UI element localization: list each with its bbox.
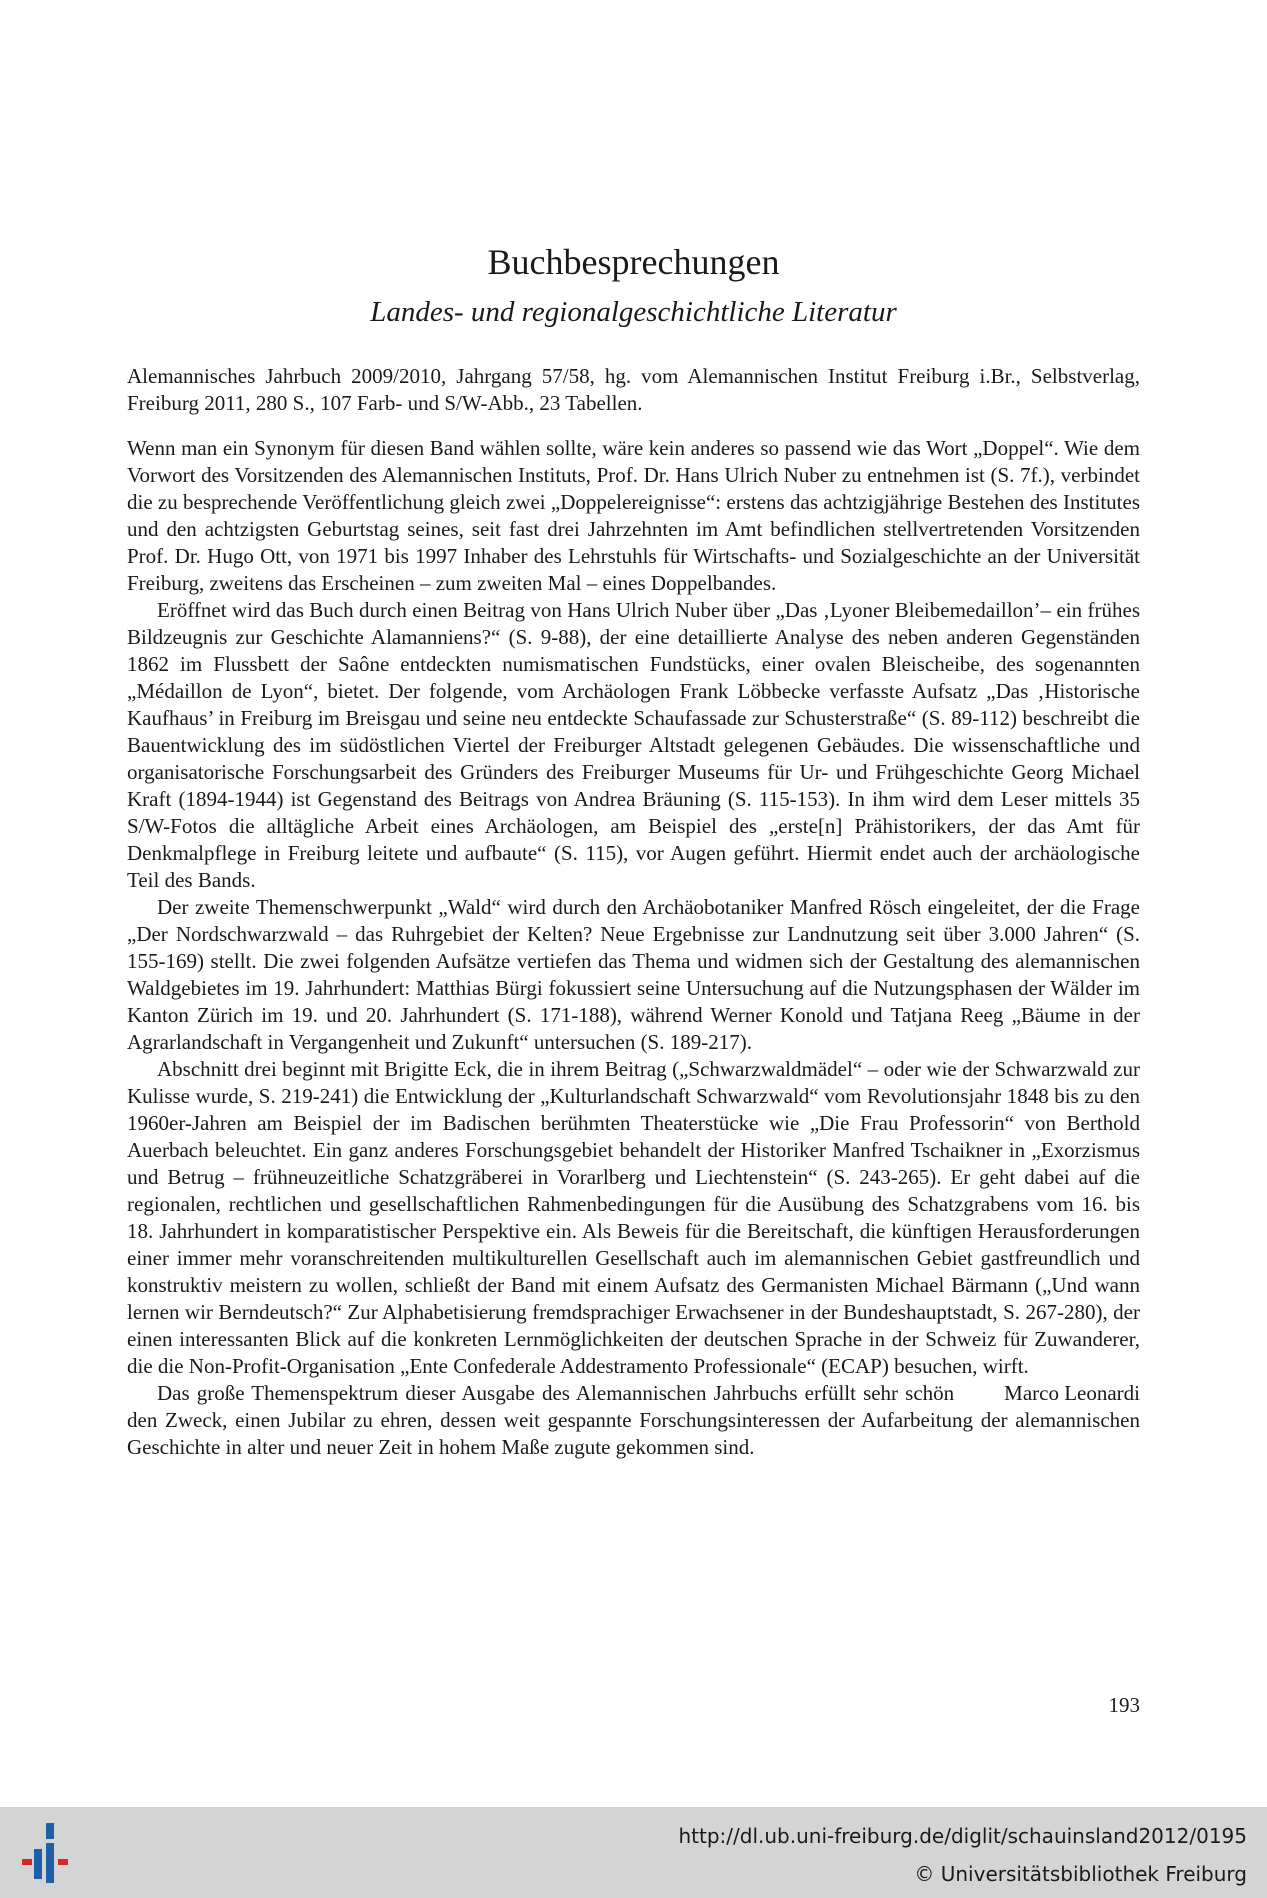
permalink-url[interactable]: http://dl.ub.uni-freiburg.de/diglit/schauinsland2012/0195 — [678, 1824, 1247, 1848]
copyright-notice: © Universitätsbibliothek Freiburg — [914, 1862, 1247, 1886]
review-body — [127, 363, 1140, 1461]
paragraph-5 — [127, 1380, 1140, 1461]
book-citation: Alemannisches Jahrbuch 2009/2010, Jahrgang 57/58, hg. vom Alemannischen Institut Freiburg i.Br., Selbstverlag, Freiburg 2011, 280 S., 107 Farb- und S/W-Abb., 23 Tabellen. — [127, 364, 1140, 415]
library-footer — [0, 1807, 1267, 1898]
author-signature: Marco Leonardi — [1004, 1381, 1140, 1405]
page-number: 193 — [1108, 1693, 1140, 1717]
paragraph-5-text: Das große Themenspektrum dieser Ausgabe des Alemannischen Jahrbuchs erfüllt sehr schön den Zweck, einen Jubilar zu ehren, dessen weit gespannte Forschungsinteressen der Aufarbeitung der alemannischen Geschichte in alter und neuer Zeit in hohem Maße zugute gekommen sind. — [127, 1381, 1140, 1459]
paragraph-2: Eröffnet wird das Buch durch einen Beitrag von Hans Ulrich Nuber über „Das ‚Lyoner Bleibemedaillon’– ein frühes Bildzeugnis zur Geschichte Alamanniens?“ (S. 9-88), der eine detaillierte Analyse des neben anderen Gegenständen 1862 im Flussbett der Saône entdeckten numismatischen Fundstücks, einer ovalen Bleischeibe, des sogenannten „Médaillon de Lyon“, bietet. Der folgende, vom Archäologen Frank Löbbecke verfasste Aufsatz „Das ‚Historische Kaufhaus’ in Freiburg im Breisgau und seine neu entdeckte Schaufassade zur Schusterstraße“ (S. 89-112) beschreibt die Bauentwicklung des im südöstlichen Viertel der Freiburger Altstadt gelegenen Gebäudes. Die wissenschaftliche und organisatorische Forschungsarbeit des Gründers des Freiburger Museums für Ur- und Frühgeschichte Georg Michael Kraft (1894-1944) ist Gegenstand des Beitrags von Andrea Bräuning (S. 115-153). In ihm wird dem Leser mittels 35 S/W-Fotos die alltägliche Arbeit eines Archäologen, am Beispiel des „erste[n] Prähistorikers, der das Amt für Denkmalpflege in Freiburg leitete und aufbaute“ (S. 115), vor Augen geführt. Hiermit endet auch der archäologische Teil des Bands. — [127, 598, 1140, 892]
page-subtitle: Landes- und regionalgeschichtliche Literatur — [370, 296, 897, 328]
paragraph-3: Der zweite Themenschwerpunkt „Wald“ wird durch den Archäobotaniker Manfred Rösch eingeleitet, der die Frage „Der Nordschwarzwald – das Ruhrgebiet der Kelten? Neue Ergebnisse zur Landnutzung seit über 3.000 Jahren“ (S. 155-169) stellt. Die zwei folgenden Aufsätze vertiefen das Thema und widmen sich der Gestaltung des alemannischen Waldgebietes im 19. Jahrhundert: Matthias Bürgi fokussiert seine Untersuchung auf die Nutzungsphasen der Wälder im Kanton Zürich im 19. und 20. Jahrhundert (S. 171-188), während Werner Konold und Tatjana Reeg „Bäume in der Agrarlandschaft in Vergangenheit und Zukunft“ untersuchen (S. 189-217). — [127, 895, 1140, 1054]
library-logo-icon — [20, 1819, 80, 1887]
paragraph-4: Abschnitt drei beginnt mit Brigitte Eck, die in ihrem Beitrag („Schwarzwaldmädel“ – oder wie der Schwarzwald zur Kulisse wurde, S. 219-241) die Entwicklung der „Kulturlandschaft Schwarzwald“ vom Revolutionsjahr 1848 bis zu den 1960er-Jahren am Beispiel der im Badischen berühmten Theaterstücke wie „Die Frau Professorin“ von Berthold Auerbach beleuchtet. Ein ganz anderes Forschungsgebiet behandelt der Historiker Manfred Tschaikner in „Exorzismus und Betrug – frühneuzeitliche Schatzgräberei in Vorarlberg und Liechtenstein“ (S. 243-265). Er geht dabei auf die regionalen, rechtlichen und gesellschaftlichen Rahmenbedingungen für die Ausübung des Schatzgrabens vom 16. bis 18. Jahrhundert in komparatistischer Perspektive ein. Als Beweis für die Bereitschaft, die künftigen Herausforderungen einer immer mehr voranschreitenden multikulturellen Gesellschaft auch im alemannischen Gebiet gastfreundlich und konstruktiv meistern zu wollen, schließt der Band mit einem Aufsatz des Germanisten Michael Bärmann („Und wann lernen wir Berndeutsch?“ Zur Alphabetisierung fremdsprachiger Erwachsener in der Bundeshauptstadt, S. 267-280), der einen interessanten Blick auf die konkreten Lernmöglichkeiten der deutschen Sprache in der Schweiz für Zuwanderer, die die Non-Profit-Organisation „Ente Confederale Addestramento Professionale“ (ECAP) besuchen, wirft. — [127, 1057, 1140, 1378]
page-title: Buchbesprechungen — [487, 242, 780, 282]
paragraph-1: Wenn man ein Synonym für diesen Band wählen sollte, wäre kein anderes so passend wie das Wort „Doppel“. Wie dem Vorwort des Vorsitzenden des Alemannischen Instituts, Prof. Dr. Hans Ulrich Nuber zu entnehmen ist (S. 7f.), verbindet die zu besprechende Veröffentlichung gleich zwei „Doppelereignisse“: erstens das achtzigjährige Bestehen des Institutes und den achtzigsten Geburtstag seines, seit fast drei Jahrzehnten im Amt befindlichen stellvertretenden Vorsitzenden Prof. Dr. Hugo Ott, von 1971 bis 1997 Inhaber des Lehrstuhls für Wirtschafts- und Sozialgeschichte an der Universität Freiburg, zweitens das Erscheinen – zum zweiten Mal – eines Doppelbandes. — [127, 436, 1140, 595]
